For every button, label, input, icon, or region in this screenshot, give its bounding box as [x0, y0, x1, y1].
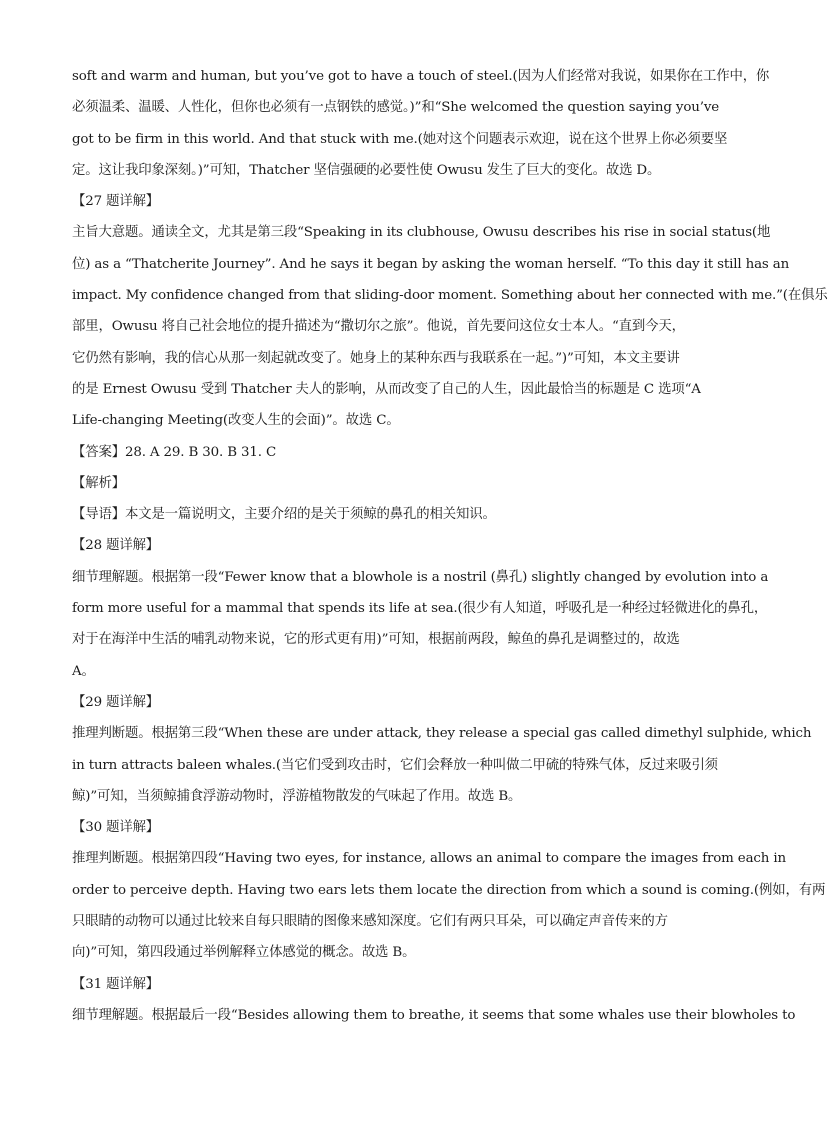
- text-line: soft and warm and human, but you’ve got to have a touch of steel.(因为人们经常对我说，如果你在工作中，你: [72, 69, 770, 84]
- text-line: impact. My confidence changed from that sliding-door moment. Something about her connected with me.”(在俱乐: [72, 288, 828, 304]
- section-heading-q27: 【27 题详解】: [72, 194, 160, 210]
- text-line: 定。这让我印象深刻。)”可知，Thatcher 坚信强硬的必要性使 Owusu 发生了巨大的变化。故选 D。: [72, 162, 661, 178]
- text-line: 位) as a “Thatcherite Journey”. And he says it began by asking the woman herself. “To this day it still has an: [72, 256, 790, 272]
- text-line: 向)”可知，第四段通过举例解释立体感觉的概念。故选 B。: [72, 945, 416, 961]
- text-line: Life-changing Meeting(改变人生的会面)”。故选 C。: [72, 413, 400, 429]
- text-line: 细节理解题。根据第一段“Fewer know that a blowhole is a nostril (鼻孔) slightly changed by evolution into a: [72, 569, 769, 585]
- section-heading-q28: 【28 题详解】: [72, 538, 160, 554]
- text-line: A。: [72, 663, 95, 679]
- text-line: order to perceive depth. Having two ears lets them locate the direction from which a sound is coming.(例如，有两: [72, 882, 826, 898]
- answer-line: 【答案】28. A 29. B 30. B 31. C: [72, 444, 277, 460]
- text-line: 推理判断题。根据第三段“When these are under attack, they release a special gas called dimethyl sulphide, which: [72, 726, 812, 742]
- text-line: 细节理解题。根据最后一段“Besides allowing them to breathe, it seems that some whales use their blowholes to: [72, 1007, 796, 1023]
- text-line: form more useful for a mammal that spends its life at sea.(很少有人知道，呼吸孔是一种经过轻微进化的鼻孔，: [72, 601, 768, 617]
- text-line: got to be firm in this world. And that stuck with me.(她对这个问题表示欢迎，说在这个世界上你必须要坚: [72, 131, 728, 147]
- text-line: 的是 Ernest Owusu 受到 Thatcher 夫人的影响，从而改变了自己的人生，因此最恰当的标题是 C 选项“A: [72, 381, 701, 397]
- text-line: 主旨大意题。通读全文，尤其是第三段“Speaking in its clubhouse, Owusu describes his rise in social status(地: [72, 225, 771, 241]
- text-line: 对于在海洋中生活的哺乳动物来说，它的形式更有用)”可知，根据前两段，鲸鱼的鼻孔是调整过的，故选: [72, 632, 680, 648]
- section-heading-q31: 【31 题详解】: [72, 976, 160, 992]
- text-line: 鲸)”可知，当须鲸捕食浮游动物时，浮游植物散发的气味起了作用。故选 B。: [72, 788, 522, 804]
- section-heading-q30: 【30 题详解】: [72, 820, 160, 836]
- text-line: 推理判断题。根据第四段“Having two eyes, for instance, allows an animal to compare the images from each in: [72, 851, 786, 867]
- intro-line: 【导语】本文是一篇说明文，主要介绍的是关于须鲸的鼻孔的相关知识。: [72, 507, 496, 523]
- analysis-heading: 【解析】: [72, 475, 125, 491]
- section-heading-q29: 【29 题详解】: [72, 694, 160, 710]
- text-line: 部里，Owusu 将自己社会地位的提升描述为“撒切尔之旅”。他说，首先要问这位女士本人。“直到今天，: [72, 319, 685, 335]
- text-line: 它仍然有影响，我的信心从那一刻起就改变了。她身上的某种东西与我联系在一起。”)”可知，本文主要讲: [72, 350, 680, 366]
- text-line: 只眼睛的动物可以通过比较来自每只眼睛的图像来感知深度。它们有两只耳朵，可以确定声音传来的方: [72, 914, 668, 930]
- text-line: in turn attracts baleen whales.(当它们受到攻击时，它们会释放一种叫做二甲硫的特殊气体，反过来吸引须: [72, 757, 718, 773]
- document-page: [72, 61, 828, 1031]
- text-line: 必须温柔、温暖、人性化，但你也必须有一点钢铁的感觉。)”和“She welcomed the question saying you’ve: [72, 100, 720, 116]
